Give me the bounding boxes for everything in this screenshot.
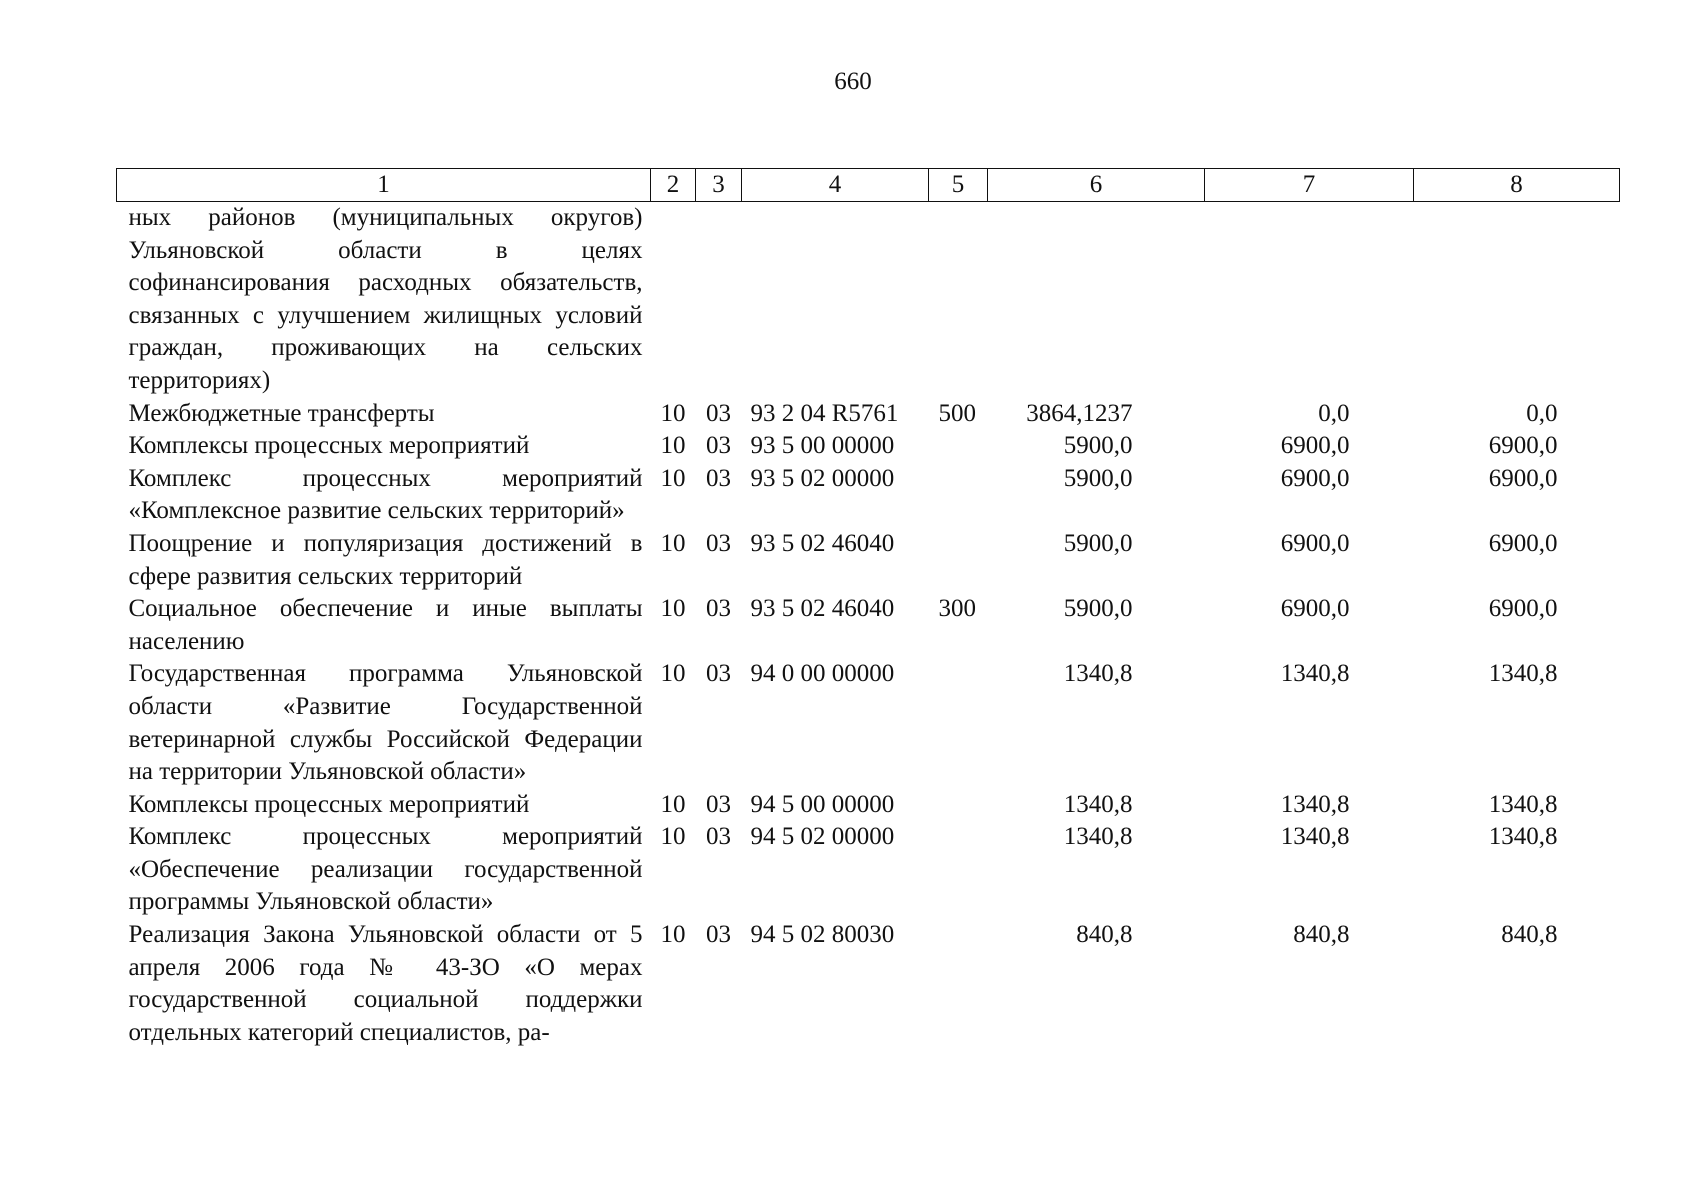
row-target-article: 94 0 00 00000 [750, 660, 895, 688]
row-expense-type [929, 789, 988, 822]
row-target-article: 94 5 02 00000 [750, 823, 895, 851]
table-row [117, 821, 1620, 919]
table-body [117, 202, 1620, 1050]
row-amount-year-2: 6900,0 [1280, 464, 1350, 492]
row-name: Государственная программа Ульяновской области «Развитие Государственной ветеринарной службы Российской Федерации на территории Ульяновской области» [128, 660, 643, 786]
row-target-article: 93 2 04 R5761 [750, 399, 899, 427]
row-amount-year-3: 6900,0 [1488, 432, 1558, 460]
table-row [117, 789, 1620, 822]
row-amount-year-2: 1340,8 [1280, 823, 1350, 851]
row-amount-year-3: 0,0 [1526, 399, 1558, 427]
row-name: Социальное обеспечение и иные выплаты населению [128, 595, 643, 655]
row-target-article [742, 202, 929, 398]
row-subsection: 03 [706, 529, 731, 557]
row-expense-type [929, 658, 988, 788]
row-amount-year-3: 6900,0 [1488, 529, 1558, 557]
row-expense-type [929, 430, 988, 463]
table-row [117, 658, 1620, 788]
row-amount-year-1: 1340,8 [1063, 823, 1133, 851]
header-col-1: 1 [117, 169, 651, 202]
row-section [651, 202, 696, 398]
row-amount-year-1: 5900,0 [1063, 595, 1133, 623]
row-expense-type [929, 528, 988, 593]
row-name: Реализация Закона Ульяновской области от 5 апреля 2006 года № 43-ЗО «О мерах государственной социальной поддержки отдельных категорий специалистов, ра- [128, 921, 643, 1046]
row-amount-year-3: 1340,8 [1488, 823, 1558, 851]
row-name: ных районов (муниципальных округов) Ульяновской области в целях софинансирования расходных обязательств, связанных с улучшением жилищных условий граждан, проживающих на сельских территориях) [128, 204, 643, 394]
row-amount-year-1: 5900,0 [1063, 529, 1133, 557]
table-header [117, 169, 1620, 202]
table-row [117, 919, 1620, 1049]
row-name: Комплексы процессных мероприятий [128, 790, 530, 818]
row-amount-year-2: 1340,8 [1280, 790, 1350, 818]
header-row [117, 169, 1620, 202]
table-row [117, 202, 1620, 398]
row-amount-year-1: 3864,1237 [1026, 399, 1133, 427]
row-expense-type [929, 821, 988, 919]
row-amount-year-1: 840,8 [1076, 921, 1133, 949]
row-amount-year-2: 1340,8 [1280, 660, 1350, 688]
row-amount-year-3: 1340,8 [1488, 790, 1558, 818]
row-section: 10 [660, 595, 686, 623]
row-target-article: 93 5 02 46040 [750, 595, 895, 623]
row-name: Межбюджетные трансферты [128, 399, 435, 427]
row-subsection: 03 [706, 464, 731, 492]
row-amount-year-2: 840,8 [1293, 921, 1350, 949]
row-subsection: 03 [706, 595, 731, 623]
row-section: 10 [660, 790, 686, 818]
row-subsection: 03 [706, 399, 731, 427]
row-section: 10 [660, 464, 686, 492]
header-col-8: 8 [1414, 169, 1620, 202]
row-target-article: 94 5 00 00000 [750, 790, 895, 818]
budget-table-container [116, 168, 1619, 1049]
row-amount-year-3: 1340,8 [1488, 660, 1558, 688]
header-col-3: 3 [696, 169, 742, 202]
row-subsection: 03 [706, 823, 731, 851]
row-amount-year-1 [988, 202, 1205, 398]
table-row [117, 430, 1620, 463]
row-target-article: 93 5 00 00000 [750, 432, 895, 460]
row-expense-type [929, 919, 988, 1049]
row-target-article: 93 5 02 46040 [750, 529, 895, 557]
row-amount-year-3 [1414, 202, 1620, 398]
row-subsection: 03 [706, 790, 731, 818]
table-row [117, 528, 1620, 593]
row-expense-type: 300 [938, 595, 976, 623]
row-amount-year-2: 6900,0 [1280, 595, 1350, 623]
row-amount-year-2: 0,0 [1318, 399, 1350, 427]
header-col-5: 5 [929, 169, 988, 202]
table-row [117, 463, 1620, 528]
row-name: Комплексы процессных мероприятий [128, 432, 530, 460]
row-amount-year-3: 6900,0 [1488, 595, 1558, 623]
row-target-article: 93 5 02 00000 [750, 464, 895, 492]
row-subsection [696, 202, 742, 398]
header-col-4: 4 [742, 169, 929, 202]
row-section: 10 [660, 823, 686, 851]
page-number: 660 [834, 68, 872, 95]
row-amount-year-1: 1340,8 [1063, 660, 1133, 688]
row-subsection: 03 [706, 921, 731, 949]
header-col-2: 2 [651, 169, 696, 202]
row-section: 10 [660, 529, 686, 557]
row-expense-type [929, 202, 988, 398]
header-col-6: 6 [988, 169, 1205, 202]
row-amount-year-2 [1205, 202, 1414, 398]
header-col-7: 7 [1205, 169, 1414, 202]
row-amount-year-3: 840,8 [1501, 921, 1558, 949]
row-section: 10 [660, 921, 686, 949]
row-amount-year-2: 6900,0 [1280, 529, 1350, 557]
budget-table [116, 168, 1620, 1049]
row-name: Комплекс процессных мероприятий «Комплексное развитие сельских территорий» [128, 464, 643, 525]
row-name: Поощрение и популяризация достижений в сфере развития сельских территорий [128, 529, 643, 590]
row-expense-type: 500 [938, 399, 976, 427]
row-amount-year-3: 6900,0 [1488, 464, 1558, 492]
row-section: 10 [660, 432, 686, 460]
row-amount-year-1: 5900,0 [1063, 464, 1133, 492]
row-amount-year-2: 6900,0 [1280, 432, 1350, 460]
row-target-article: 94 5 02 80030 [750, 921, 895, 949]
row-expense-type [929, 463, 988, 528]
row-section: 10 [660, 660, 686, 688]
table-row [117, 398, 1620, 431]
row-name: Комплекс процессных мероприятий «Обеспечение реализации государственной программы Ульяновской области» [128, 823, 643, 916]
row-subsection: 03 [706, 660, 731, 688]
table-row [117, 593, 1620, 658]
row-amount-year-1: 1340,8 [1063, 790, 1133, 818]
row-subsection: 03 [706, 432, 731, 460]
row-amount-year-1: 5900,0 [1063, 432, 1133, 460]
row-section: 10 [660, 399, 686, 427]
